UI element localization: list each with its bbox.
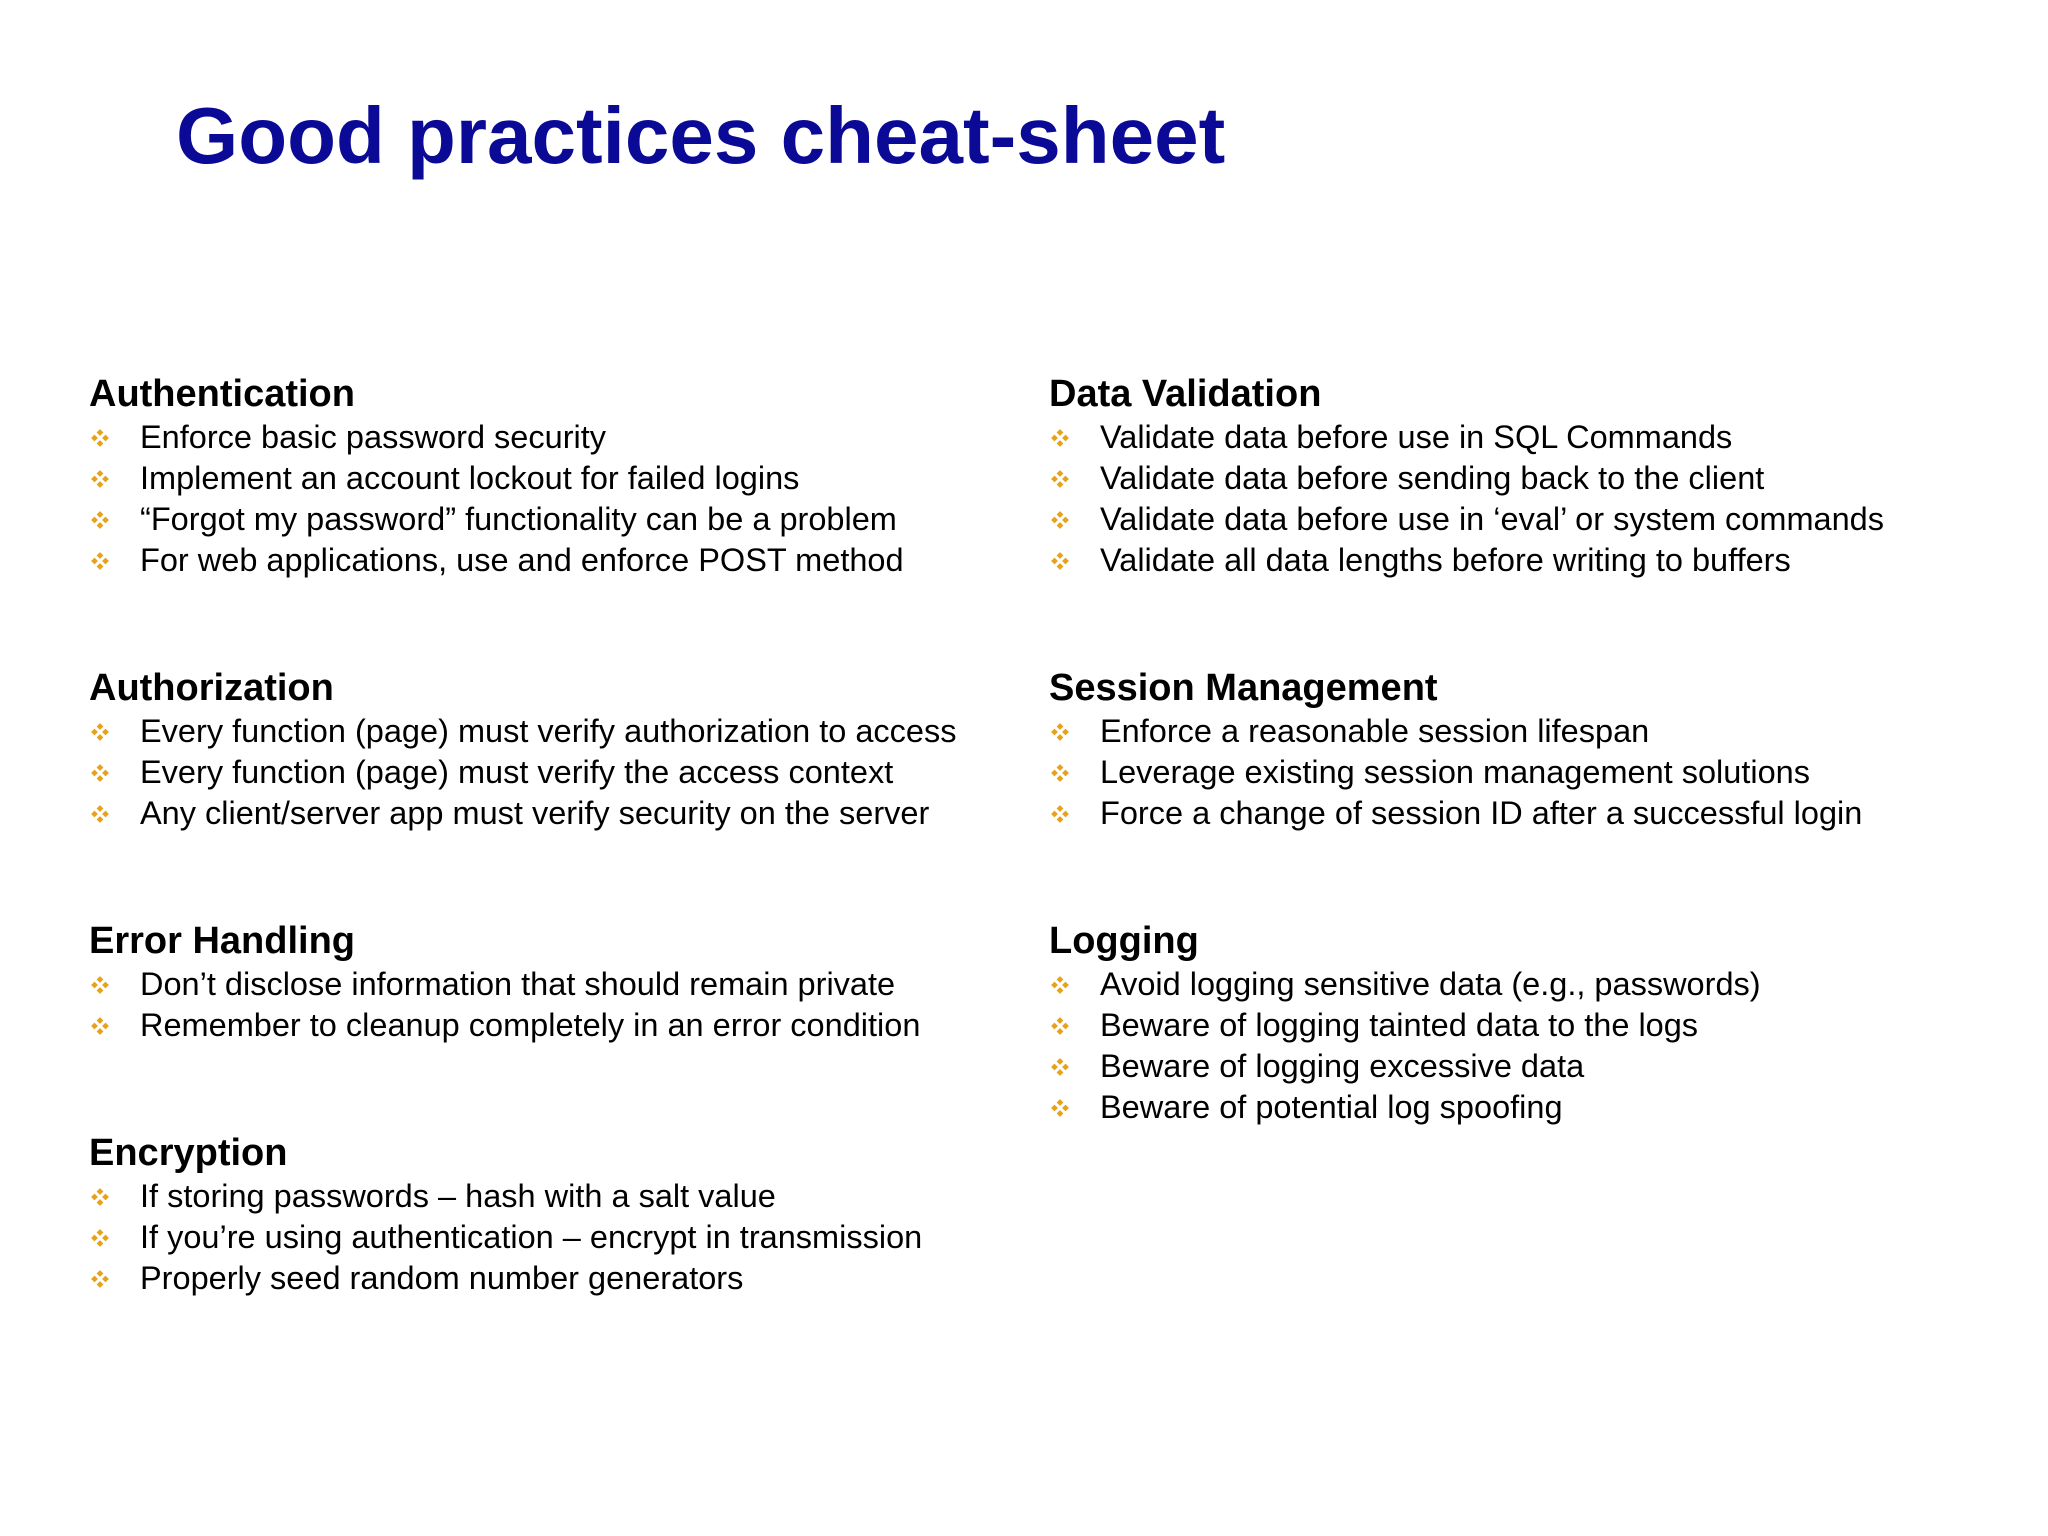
bullet-text: Validate data before use in ‘eval’ or system commands bbox=[1100, 501, 1884, 537]
bullet-list bbox=[1049, 964, 1761, 1128]
four-diamond-bullet-icon bbox=[89, 1005, 111, 1046]
four-diamond-bullet-icon bbox=[89, 1217, 111, 1258]
list-item bbox=[89, 1176, 922, 1217]
bullet-text: Any client/server app must verify security on the server bbox=[140, 795, 930, 831]
bullet-text: Beware of logging excessive data bbox=[1100, 1048, 1585, 1084]
list-item bbox=[1049, 540, 1884, 581]
list-item bbox=[89, 499, 904, 540]
section-encryption bbox=[89, 1130, 922, 1299]
list-item bbox=[89, 711, 956, 752]
four-diamond-bullet-icon bbox=[1049, 752, 1071, 793]
section-data-validation bbox=[1049, 371, 1884, 581]
list-item bbox=[89, 458, 904, 499]
four-diamond-bullet-icon bbox=[89, 711, 111, 752]
bullet-text: If you’re using authentication – encrypt in transmission bbox=[140, 1219, 923, 1255]
section-heading: Authorization bbox=[89, 667, 334, 709]
section-heading: Error Handling bbox=[89, 920, 356, 962]
four-diamond-bullet-icon bbox=[89, 458, 111, 499]
bullet-text: If storing passwords – hash with a salt value bbox=[140, 1178, 776, 1214]
four-diamond-bullet-icon bbox=[1049, 458, 1071, 499]
bullet-text: Remember to cleanup completely in an error condition bbox=[140, 1007, 921, 1043]
section-authentication bbox=[89, 371, 904, 581]
four-diamond-bullet-icon bbox=[1049, 417, 1071, 458]
four-diamond-bullet-icon bbox=[1049, 711, 1071, 752]
four-diamond-bullet-icon bbox=[89, 752, 111, 793]
bullet-text: Enforce a reasonable session lifespan bbox=[1100, 713, 1650, 749]
four-diamond-bullet-icon bbox=[1049, 540, 1071, 581]
bullet-text: Leverage existing session management solutions bbox=[1100, 754, 1811, 790]
list-item bbox=[1049, 417, 1884, 458]
bullet-text: “Forgot my password” functionality can be a problem bbox=[140, 501, 897, 537]
section-session-management bbox=[1049, 665, 1862, 834]
bullet-text: Beware of logging tainted data to the logs bbox=[1100, 1007, 1699, 1043]
four-diamond-bullet-icon bbox=[89, 793, 111, 834]
four-diamond-bullet-icon bbox=[1049, 964, 1071, 1005]
bullet-text: Implement an account lockout for failed logins bbox=[140, 460, 800, 496]
list-item bbox=[1049, 1087, 1761, 1128]
list-item bbox=[1049, 499, 1884, 540]
bullet-text: For web applications, use and enforce POST method bbox=[140, 542, 904, 578]
list-item bbox=[1049, 752, 1862, 793]
bullet-text: Force a change of session ID after a successful login bbox=[1100, 795, 1863, 831]
list-item bbox=[89, 417, 904, 458]
four-diamond-bullet-icon bbox=[89, 1176, 111, 1217]
four-diamond-bullet-icon bbox=[89, 1258, 111, 1299]
section-heading: Session Management bbox=[1049, 667, 1438, 709]
bullet-text: Don’t disclose information that should remain private bbox=[140, 966, 896, 1002]
bullet-list bbox=[89, 711, 956, 834]
bullet-text: Beware of potential log spoofing bbox=[1100, 1089, 1563, 1125]
bullet-list bbox=[89, 1176, 922, 1299]
section-authorization bbox=[89, 665, 956, 834]
bullet-text: Validate data before use in SQL Commands bbox=[1100, 419, 1733, 455]
section-heading: Logging bbox=[1049, 920, 1199, 962]
bullet-text: Enforce basic password security bbox=[140, 419, 607, 455]
four-diamond-bullet-icon bbox=[1049, 499, 1071, 540]
bullet-list bbox=[89, 417, 904, 581]
list-item bbox=[1049, 1046, 1761, 1087]
four-diamond-bullet-icon bbox=[89, 964, 111, 1005]
list-item bbox=[89, 1005, 920, 1046]
section-heading: Authentication bbox=[89, 373, 355, 415]
bullet-text: Avoid logging sensitive data (e.g., passwords) bbox=[1100, 966, 1761, 1002]
list-item bbox=[1049, 964, 1761, 1005]
section-heading: Data Validation bbox=[1049, 373, 1322, 415]
bullet-list bbox=[89, 964, 920, 1046]
list-item bbox=[89, 793, 956, 834]
list-item bbox=[1049, 1005, 1761, 1046]
bullet-text: Validate data before sending back to the client bbox=[1100, 460, 1765, 496]
section-logging bbox=[1049, 918, 1761, 1128]
bullet-list bbox=[1049, 417, 1884, 581]
bullet-text: Every function (page) must verify the access context bbox=[140, 754, 894, 790]
bullet-text: Every function (page) must verify authorization to access bbox=[140, 713, 957, 749]
list-item bbox=[89, 752, 956, 793]
bullet-text: Properly seed random number generators bbox=[140, 1260, 744, 1296]
list-item bbox=[1049, 458, 1884, 499]
four-diamond-bullet-icon bbox=[1049, 793, 1071, 834]
four-diamond-bullet-icon bbox=[1049, 1087, 1071, 1128]
list-item bbox=[89, 964, 920, 1005]
section-error-handling bbox=[89, 918, 920, 1046]
page-title: Good practices cheat-sheet bbox=[176, 91, 1226, 180]
list-item bbox=[1049, 793, 1862, 834]
four-diamond-bullet-icon bbox=[1049, 1046, 1071, 1087]
four-diamond-bullet-icon bbox=[1049, 1005, 1071, 1046]
four-diamond-bullet-icon bbox=[89, 540, 111, 581]
section-heading: Encryption bbox=[89, 1132, 288, 1174]
list-item bbox=[89, 540, 904, 581]
four-diamond-bullet-icon bbox=[89, 417, 111, 458]
four-diamond-bullet-icon bbox=[89, 499, 111, 540]
list-item bbox=[89, 1258, 922, 1299]
list-item bbox=[1049, 711, 1862, 752]
list-item bbox=[89, 1217, 922, 1258]
bullet-text: Validate all data lengths before writing to buffers bbox=[1100, 542, 1791, 578]
bullet-list bbox=[1049, 711, 1862, 834]
